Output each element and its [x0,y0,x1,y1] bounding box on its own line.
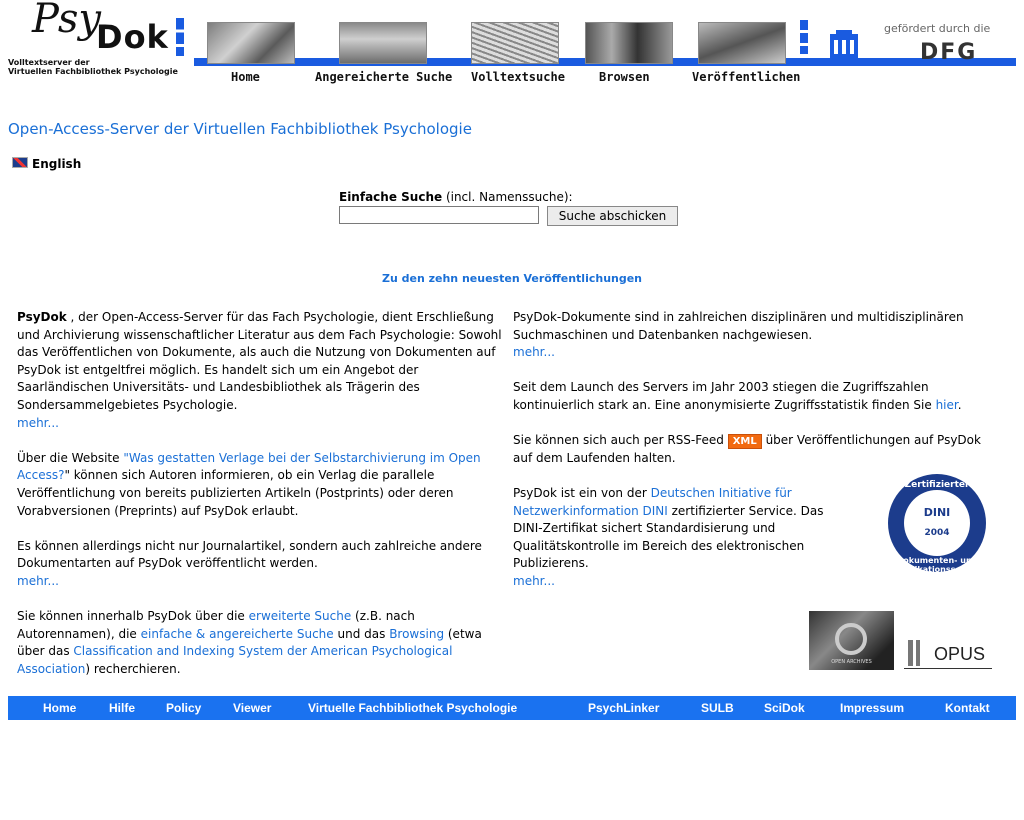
simple-search-link[interactable]: einfache & angereicherte Suche [140,626,334,641]
left-p4-c: und das [333,626,390,641]
right-p4-b: zertifizierter Service. Das DINI-Zertifikat sichert Standardisierung und Qualitätskontrolle im Bereich des elektronischen Publizierens. [513,503,824,571]
left-paragraph-1 [17,309,505,432]
right-paragraph-3 [513,432,993,467]
apa-classification-link[interactable]: Classification and Indexing System der American Psychological Association [17,644,453,676]
footer-scidok[interactable]: SciDok [764,701,805,715]
footer-psychlinker[interactable]: PsychLinker [588,701,660,715]
logo-subtitle-line1: Volltextserver der [8,58,90,67]
open-archives-text: OPEN ARCHIVES [831,659,872,665]
extended-search-link[interactable]: erweiterte Suche [248,609,352,624]
logo-subtitle [8,58,178,76]
left-paragraph-3 [17,538,505,591]
language-link-label: English [32,157,82,171]
footer-kontakt[interactable]: Kontakt [945,701,990,715]
left-p4-b: (z.B. nach Autorennamen), die [17,609,415,641]
left-paragraph-4 [17,608,505,678]
footer-vfp[interactable]: Virtuelle Fachbibliothek Psychologie [308,701,518,715]
nav-image-veroeffentlichen[interactable] [698,22,786,64]
browsing-link[interactable]: Browsing [389,626,445,641]
newest-publications-link[interactable] [0,272,1024,285]
more-link-right-1[interactable]: mehr... [513,345,555,360]
search-label [339,190,573,204]
nav-image-home[interactable] [207,22,295,64]
nav-browsen[interactable]: Browsen [599,70,650,84]
search-submit-button[interactable]: Suche abschicken [547,206,678,226]
nav-veroeffentlichen[interactable]: Veröffentlichen [692,70,801,84]
more-link-3[interactable]: mehr... [17,573,59,588]
right-p3-a: Sie können sich auch per RSS-Feed [513,433,728,448]
page-title: Open-Access-Server der Virtuellen Fachbibliothek Psychologie [8,120,472,138]
uk-flag-icon [12,157,28,168]
left-p4-d: (etwa über das [17,626,482,659]
psydok-logo[interactable] [8,0,188,80]
footer-viewer[interactable]: Viewer [233,701,272,715]
newest-publications-label: Zu den zehn neuesten Veröffentlichungen [381,272,643,285]
more-link-1[interactable]: mehr... [17,415,59,430]
nav-angereicherte-suche[interactable]: Angereicherte Suche [315,70,453,84]
opus-logo[interactable] [904,640,992,669]
open-archives-emblem-icon [835,623,867,655]
left-p1-text: , der Open-Access-Server für das Fach Psychologie, dient Erschließung und Archivierung wissenschaftlicher Literatur aus dem Fach Psychologie: Sowohl das Veröffentlichen von Dokumente, als auch die Nutzung von Dokumenten auf PsyDok ist entgeltfrei möglich. Es handelt sich um ein Angebot der Saarländischen Universitäts- und Landesbibliothek als Trägerin des Sondersammelgebietes Psychologie. [17,310,502,412]
right-paragraph-1 [513,309,993,362]
left-p4-e: ) recherchieren. [85,661,181,676]
footer-sulb[interactable]: SULB [701,701,734,715]
nav-home[interactable]: Home [231,70,260,84]
left-p2-b: " können sich Autoren informieren, ob ein Verlag die parallele Veröffentlichung von bereits publizierten Artikeln (Postprints) oder deren Vorabversionen (Preprints) auf PsyDok erlaubt. [17,468,454,518]
dini-badge-center: DINI [923,506,951,519]
dini-link[interactable]: Deutschen Initiative für Netzwerkinformation DINI [513,485,792,518]
search-label-bold: Einfache Suche [339,190,443,204]
right-p1-text: PsyDok-Dokumente sind in zahlreichen disziplinären und multidisziplinären Suchmaschinen und Datenbanken nachgewiesen. [513,310,964,342]
nav-volltextsuche[interactable]: Volltextsuche [471,70,565,84]
header-right-bars [800,20,808,54]
right-p2-end: . [957,397,962,412]
right-paragraph-2 [513,379,993,414]
statistics-link[interactable]: hier [935,397,958,412]
dini-badge-year: 2004 [924,528,950,538]
open-archives-logo[interactable] [809,611,894,670]
left-column [17,309,505,696]
logo-bars [176,18,184,56]
language-link[interactable] [12,157,81,171]
dini-badge-top: Zertifizierter [904,480,970,490]
logo-subtitle-line2: Virtuellen Fachbibliothek Psychologie [8,67,178,76]
psydok-bold: PsyDok [17,310,67,324]
right-p2-text: Seit dem Launch des Servers im Jahr 2003 stiegen die Zugriffszahlen kontinuierlich stark an. Eine anonymisierte Zugriffsstatistik finden Sie [513,380,936,412]
sponsor-text: gefördert durch die [884,22,991,35]
sherpa-link[interactable]: "Was gestatten Verlage bei der Selbstarchivierung im Open Access? [17,450,481,483]
opus-text: OPUS [934,644,986,664]
search-input[interactable] [339,206,539,224]
footer-hilfe[interactable]: Hilfe [109,701,136,715]
university-seal-icon[interactable] [826,28,862,60]
search-label-rest: (incl. Namenssuche): [442,190,573,204]
nav-image-volltextsuche[interactable] [471,22,559,64]
logo-psy: Psy [32,0,101,42]
right-p3-b: über Veröffentlichungen auf PsyDok auf dem Laufenden halten. [513,433,981,465]
dfg-logo[interactable]: DFG [920,40,978,65]
footer-nav [8,696,1016,720]
dini-badge-bottom: Dokumenten- und Publikationsserver [894,556,980,574]
footer-policy[interactable]: Policy [166,701,202,715]
dini-certificate-badge[interactable] [888,474,986,572]
left-p3-text: Es können allerdings nicht nur Journalartikel, sondern auch zahlreiche andere Dokumentarten auf PsyDok veröffentlicht werden. [17,538,482,571]
nav-image-angereicherte-suche[interactable] [339,22,427,64]
left-p4-a: Sie können innerhalb PsyDok über die [17,609,249,624]
rss-xml-badge[interactable]: XML [728,434,762,449]
right-p4-a: PsyDok ist ein von der [513,485,651,500]
more-link-right-4[interactable]: mehr... [513,573,555,588]
footer-impressum[interactable]: Impressum [840,701,905,715]
left-p2-a: Über die Website [17,450,124,465]
right-paragraph-4 [513,485,843,591]
left-paragraph-2 [17,450,505,520]
logo-dok: Dok [96,18,169,56]
opus-mark-icon [908,640,930,666]
footer-home[interactable]: Home [43,701,77,715]
nav-image-browsen[interactable] [585,22,673,64]
